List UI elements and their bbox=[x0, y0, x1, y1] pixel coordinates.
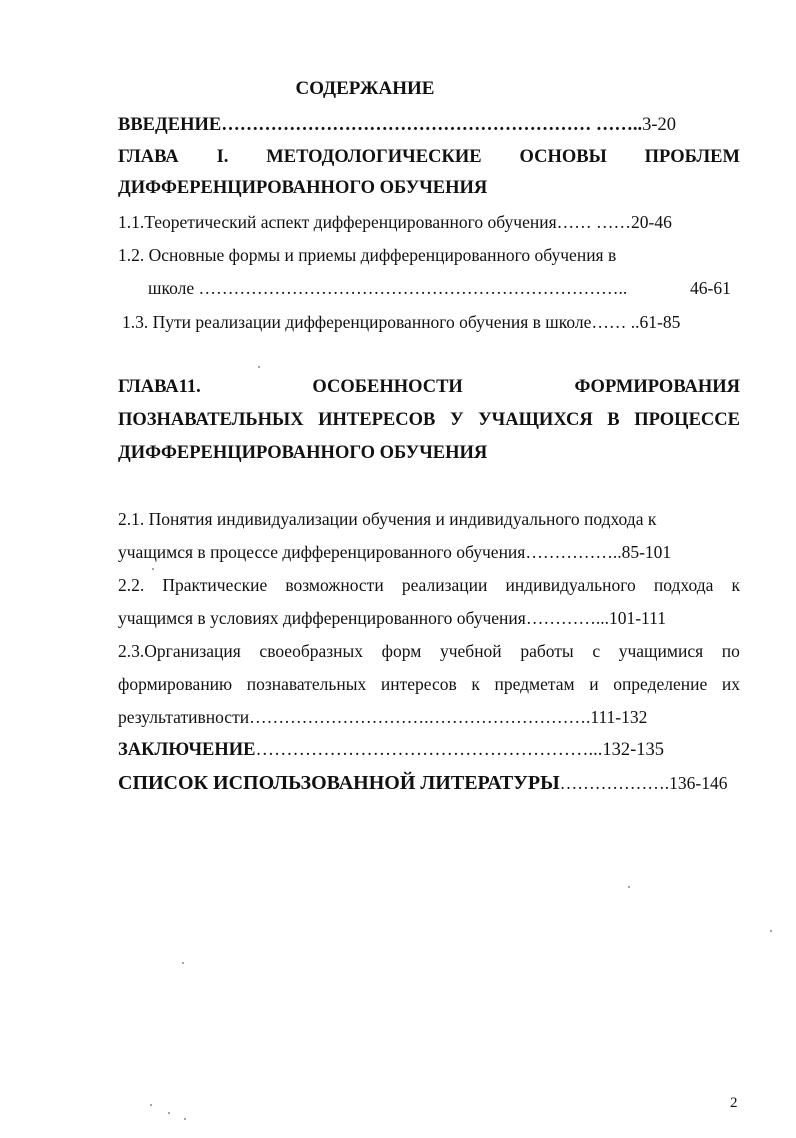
item-word: учащимися bbox=[618, 641, 704, 661]
item-word: к bbox=[731, 575, 740, 595]
chapter1-word: МЕТОДОЛОГИЧЕСКИЕ bbox=[266, 147, 482, 167]
chapter2-word: УЧАЩИХСЯ bbox=[478, 410, 593, 430]
chapter1-heading-line1 bbox=[118, 146, 740, 168]
item-pages: 101-111 bbox=[608, 608, 666, 628]
scan-speck bbox=[182, 962, 184, 964]
item-word: их bbox=[721, 674, 740, 694]
conclusion-pages: 132-135 bbox=[602, 740, 665, 760]
item-word: 2.2. bbox=[118, 575, 145, 595]
scan-speck bbox=[150, 1104, 152, 1106]
references-pages: 136-146 bbox=[669, 773, 728, 793]
chapter2-word: ИНТЕРЕСОВ bbox=[318, 410, 436, 430]
item-word: своеобразных bbox=[259, 641, 364, 661]
chapter2-heading-line2 bbox=[118, 409, 740, 431]
chapter2-word: ПОЗНАВАТЕЛЬНЫХ bbox=[118, 410, 304, 430]
item-text: результативности………………………….………………………. bbox=[118, 707, 591, 727]
toc-item-1-2: 1.2. Основные формы и приемы дифференцированного обучения в bbox=[118, 245, 617, 265]
chapter2-heading-line3: ДИФФЕРЕНЦИРОВАННОГО ОБУЧЕНИЯ bbox=[118, 443, 488, 463]
item-word: по bbox=[721, 641, 740, 661]
chapter2-word: ГЛАВА11. bbox=[118, 377, 201, 397]
chapter1-heading-line2: ДИФФЕРЕНЦИРОВАННОГО ОБУЧЕНИЯ bbox=[118, 178, 488, 198]
chapter1-word: ПРОБЛЕМ bbox=[644, 147, 740, 167]
item-text: учащимся в условиях дифференцированного обучения…………... bbox=[118, 608, 609, 628]
item-text: школе ……………………………………………………………….. bbox=[148, 278, 628, 298]
references-label: СПИСОК ИСПОЛЬЗОВАННОЙ ЛИТЕРАТУРЫ bbox=[118, 772, 560, 794]
toc-item-2-1-cont bbox=[118, 541, 671, 563]
chapter1-word: ОСНОВЫ bbox=[519, 147, 607, 167]
item-pages: 61-85 bbox=[639, 312, 681, 332]
item-pages: 111-132 bbox=[590, 707, 648, 727]
item-word: и bbox=[589, 674, 599, 694]
toc-references bbox=[118, 772, 727, 794]
item-text: 1.1.Теоретический аспект дифференцированного обучения…… …… bbox=[118, 212, 631, 232]
toc-item-2-2 bbox=[118, 574, 740, 596]
toc-item-2-3-line3 bbox=[118, 706, 647, 728]
item-word: Практические bbox=[162, 575, 268, 595]
scan-speck bbox=[258, 366, 260, 368]
intro-dots: …………………………………………………… …….. bbox=[221, 115, 643, 135]
toc-intro bbox=[118, 114, 676, 136]
toc-conclusion bbox=[118, 739, 664, 761]
item-word: возможности bbox=[285, 575, 384, 595]
intro-label: ВВЕДЕНИЕ bbox=[118, 115, 222, 135]
page-title: СОДЕРЖАНИЕ bbox=[295, 78, 435, 99]
item-word: индивидуального bbox=[505, 575, 636, 595]
item-text: 1.3. Пути реализации дифференцированного обучения в школе…… .. bbox=[122, 312, 640, 332]
chapter2-word: ПРОЦЕССЕ bbox=[634, 410, 740, 430]
item-word: к bbox=[471, 674, 480, 694]
item-word: интересов bbox=[380, 674, 457, 694]
chapter2-word: У bbox=[449, 410, 464, 430]
item-pages: 46-61 bbox=[690, 278, 731, 298]
references-dots: ………………. bbox=[559, 773, 670, 793]
toc-item-2-2-cont bbox=[118, 607, 666, 629]
item-pages: 85-101 bbox=[621, 542, 672, 562]
item-word: с bbox=[592, 641, 601, 661]
item-word: реализации bbox=[401, 575, 488, 595]
toc-item-1-1 bbox=[118, 211, 672, 233]
item-word: 2.3.Организация bbox=[118, 641, 241, 661]
toc-item-2-3 bbox=[118, 640, 740, 662]
scan-speck bbox=[628, 886, 630, 888]
conclusion-label: ЗАКЛЮЧЕНИЕ bbox=[118, 740, 256, 760]
item-word: форм bbox=[381, 641, 422, 661]
item-word: познавательных bbox=[246, 674, 367, 694]
item-word: учебной bbox=[439, 641, 502, 661]
item-word: предметам bbox=[494, 674, 575, 694]
toc-item-2-1: 2.1. Понятия индивидуализации обучения и индивидуального подхода к bbox=[118, 509, 657, 529]
chapter1-word: ГЛАВА bbox=[118, 147, 179, 167]
item-word: формированию bbox=[118, 674, 233, 694]
chapter2-heading-line1 bbox=[118, 376, 740, 398]
chapter2-word: ОСОБЕННОСТИ bbox=[312, 377, 463, 397]
item-word: подхода bbox=[653, 575, 714, 595]
scan-speck bbox=[184, 1118, 186, 1120]
chapter2-word: ФОРМИРОВАНИЯ bbox=[574, 377, 740, 397]
conclusion-dots: ………………………………………………... bbox=[255, 740, 603, 760]
toc-item-2-3-line2 bbox=[118, 673, 740, 695]
chapter1-word: I. bbox=[216, 147, 229, 167]
scan-speck bbox=[152, 568, 154, 570]
scan-speck bbox=[168, 1112, 170, 1114]
item-pages: 20-46 bbox=[631, 212, 672, 232]
item-text: учащимся в процессе дифференцированного обучения…………….. bbox=[118, 542, 622, 562]
toc-item-1-3 bbox=[122, 311, 680, 333]
chapter2-word: В bbox=[607, 410, 620, 430]
item-word: определение bbox=[613, 674, 708, 694]
page-number: 2 bbox=[730, 1095, 738, 1111]
toc-item-1-2-cont bbox=[148, 277, 627, 299]
intro-pages: 3-20 bbox=[642, 115, 677, 135]
scan-speck bbox=[770, 930, 772, 932]
item-word: работы bbox=[520, 641, 574, 661]
